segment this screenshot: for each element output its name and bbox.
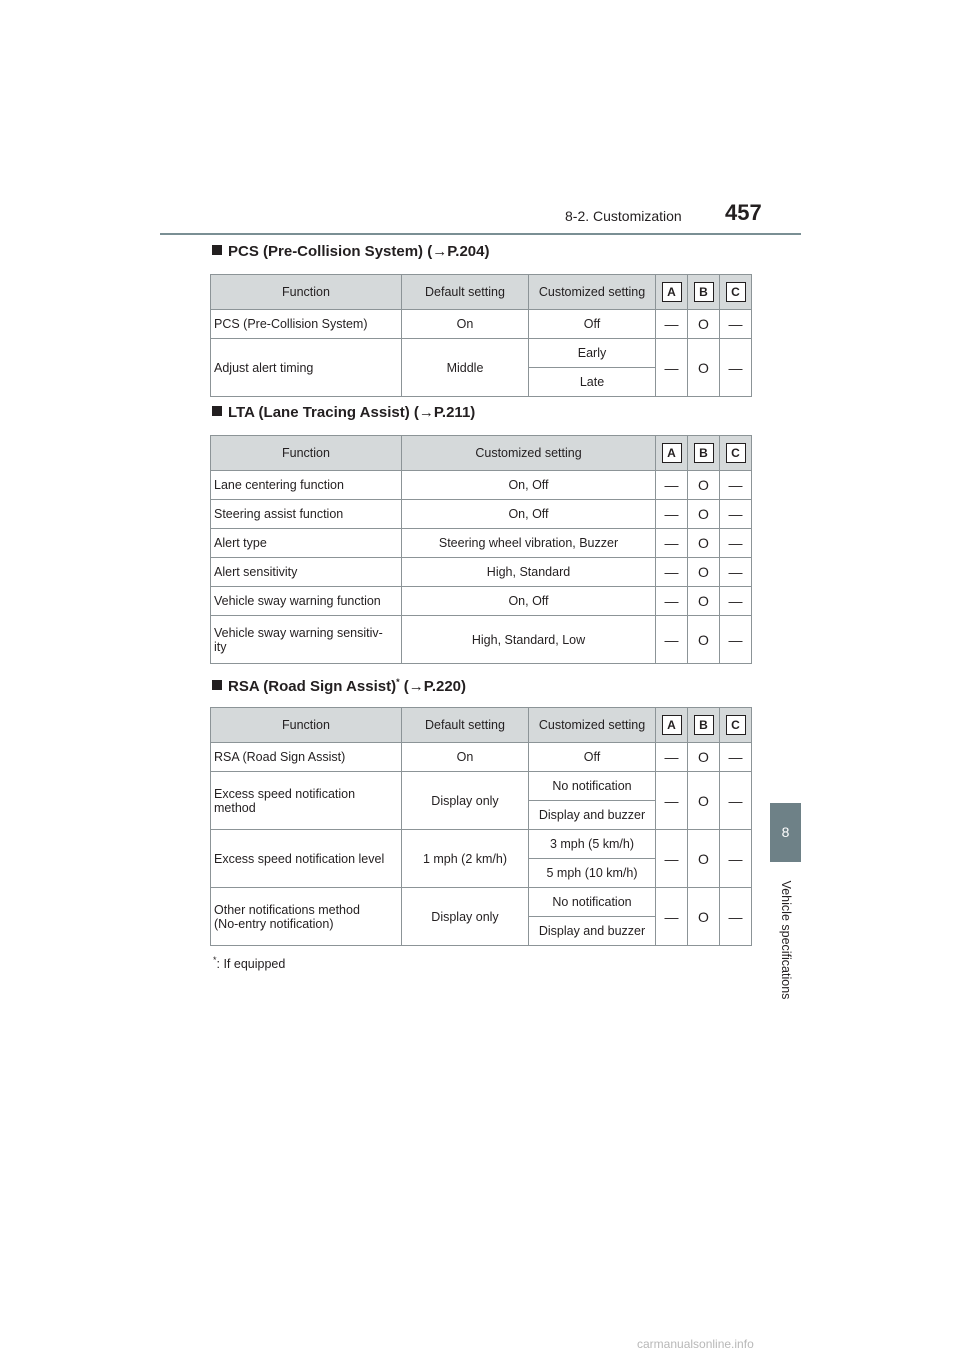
table-header-row (211, 708, 752, 743)
function-line-1: Vehicle sway warning sensitiv- (214, 625, 383, 640)
col-b-circle: O (688, 529, 720, 558)
col-a-badge: A (662, 282, 682, 302)
col-b-circle: O (688, 772, 720, 830)
custom-cell: 3 mph (5 km/h) (529, 830, 656, 859)
function-cell: RSA (Road Sign Assist) (211, 743, 402, 772)
col-c-dash: — (720, 500, 752, 529)
custom-cell: On, Off (402, 471, 656, 500)
table-row (211, 558, 752, 587)
footnote (213, 955, 285, 971)
function-cell: Lane centering function (211, 471, 402, 500)
col-c-dash: — (720, 339, 752, 397)
col-b-circle: O (688, 743, 720, 772)
col-c-dash: — (720, 471, 752, 500)
custom-cell: On, Off (402, 587, 656, 616)
col-b-circle: O (688, 830, 720, 888)
custom-cell: Late (529, 368, 656, 397)
function-line-2: ity (214, 639, 227, 654)
header-divider (160, 233, 801, 235)
col-custom: Customized setting (529, 275, 656, 310)
col-b-circle: O (688, 471, 720, 500)
col-a-dash: — (656, 500, 688, 529)
col-b-badge: B (694, 443, 714, 463)
custom-cell: Early (529, 339, 656, 368)
col-a-dash: — (656, 339, 688, 397)
footnote-text: : If equipped (216, 957, 286, 972)
col-b-circle: O (688, 310, 720, 339)
lta-table (210, 435, 752, 664)
col-a-dash: — (656, 529, 688, 558)
table-header-row (211, 436, 752, 471)
custom-cell: Off (529, 743, 656, 772)
function-line-1: Other notifications method (214, 902, 360, 917)
custom-cell: Display and buzzer (529, 917, 656, 946)
function-cell: PCS (Pre-Collision System) (211, 310, 402, 339)
pcs-section-title (212, 243, 489, 260)
function-cell: Vehicle sway warning function (211, 587, 402, 616)
function-cell: Alert sensitivity (211, 558, 402, 587)
col-b-circle: O (688, 888, 720, 946)
col-b-circle: O (688, 339, 720, 397)
default-cell: Middle (402, 339, 529, 397)
col-c-dash: — (720, 830, 752, 888)
col-c-badge: C (726, 282, 746, 302)
lta-title-text: LTA (Lane Tracing Assist) (→P.211) (228, 404, 476, 421)
table-header-row (211, 275, 752, 310)
chapter-label-text: Vehicle specifications (779, 880, 793, 1000)
col-a-badge: A (662, 715, 682, 735)
custom-cell: No notification (529, 888, 656, 917)
function-cell: Alert type (211, 529, 402, 558)
function-cell (211, 616, 402, 664)
col-a-dash: — (656, 587, 688, 616)
function-line-2: (No-entry notification) (214, 916, 334, 931)
default-cell: On (402, 310, 529, 339)
square-bullet-icon (212, 680, 222, 690)
table-row (211, 830, 752, 859)
custom-cell: Off (529, 310, 656, 339)
col-c-dash: — (720, 558, 752, 587)
rsa-section-title (212, 677, 466, 695)
table-row (211, 339, 752, 368)
col-c-dash: — (720, 743, 752, 772)
custom-cell: High, Standard (402, 558, 656, 587)
page-number: 457 (725, 200, 762, 225)
col-default: Default setting (402, 708, 529, 743)
col-custom: Customized setting (402, 436, 656, 471)
col-c-badge: C (726, 715, 746, 735)
col-a-dash: — (656, 310, 688, 339)
col-function: Function (211, 275, 402, 310)
col-c-dash: — (720, 529, 752, 558)
table-row (211, 310, 752, 339)
custom-cell: Steering wheel vibration, Buzzer (402, 529, 656, 558)
col-b-circle: O (688, 558, 720, 587)
col-c-dash: — (720, 310, 752, 339)
col-default: Default setting (402, 275, 529, 310)
table-row (211, 743, 752, 772)
table-row (211, 471, 752, 500)
chapter-label (768, 870, 804, 1010)
square-bullet-icon (212, 406, 222, 416)
pcs-title-text: PCS (Pre-Collision System) (→P.204) (228, 243, 490, 260)
table-row (211, 616, 752, 664)
default-cell: Display only (402, 888, 529, 946)
col-c-badge: C (726, 443, 746, 463)
function-cell (211, 772, 402, 830)
rsa-title-text: RSA (Road Sign Assist) (228, 678, 397, 695)
table-row (211, 888, 752, 917)
watermark: carmanualsonline.info (637, 1337, 754, 1351)
col-c-dash: — (720, 888, 752, 946)
table-row (211, 587, 752, 616)
custom-cell: 5 mph (10 km/h) (529, 859, 656, 888)
table-row (211, 529, 752, 558)
col-a-dash: — (656, 830, 688, 888)
col-custom: Customized setting (529, 708, 656, 743)
rsa-table (210, 707, 752, 946)
col-c-dash: — (720, 772, 752, 830)
function-cell: Excess speed notification level (211, 830, 402, 888)
col-a-dash: — (656, 743, 688, 772)
default-cell: On (402, 743, 529, 772)
table-row (211, 500, 752, 529)
col-b-badge: B (694, 715, 714, 735)
function-line-1: Excess speed notification (214, 786, 356, 801)
col-c-dash: — (720, 587, 752, 616)
col-function: Function (211, 708, 402, 743)
function-cell: Adjust alert timing (211, 339, 402, 397)
col-a-dash: — (656, 616, 688, 664)
custom-cell: High, Standard, Low (402, 616, 656, 664)
rsa-title-footnote-mark: * (396, 677, 400, 687)
col-b-circle: O (688, 587, 720, 616)
table-row (211, 772, 752, 801)
custom-cell: Display and buzzer (529, 801, 656, 830)
function-cell (211, 888, 402, 946)
pcs-table (210, 274, 752, 397)
header-section-title: 8-2. Customization (565, 208, 682, 224)
rsa-title-ref: (→P.220) (399, 678, 467, 695)
default-cell: Display only (402, 772, 529, 830)
custom-cell: On, Off (402, 500, 656, 529)
col-c-dash: — (720, 616, 752, 664)
col-b-badge: B (694, 282, 714, 302)
col-a-dash: — (656, 888, 688, 946)
function-line-2: method (214, 800, 256, 815)
col-b-circle: O (688, 616, 720, 664)
col-a-dash: — (656, 471, 688, 500)
square-bullet-icon (212, 245, 222, 255)
custom-cell: No notification (529, 772, 656, 801)
lta-section-title (212, 404, 475, 421)
col-function: Function (211, 436, 402, 471)
col-a-badge: A (662, 443, 682, 463)
function-cell: Steering assist function (211, 500, 402, 529)
col-b-circle: O (688, 500, 720, 529)
chapter-tab: 8 (770, 803, 801, 862)
col-a-dash: — (656, 772, 688, 830)
default-cell: 1 mph (2 km/h) (402, 830, 529, 888)
footnote-mark: * (213, 955, 217, 965)
col-a-dash: — (656, 558, 688, 587)
